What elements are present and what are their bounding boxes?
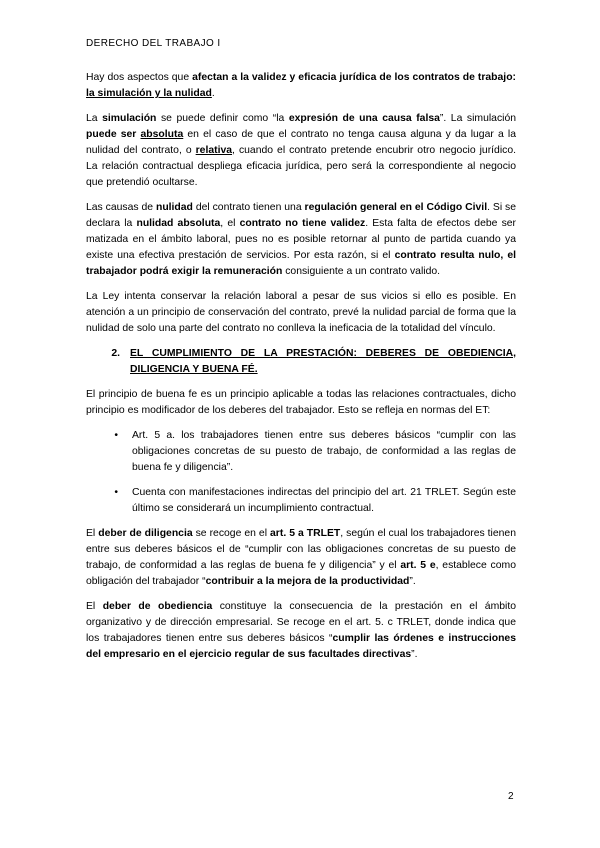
text-span: El (86, 528, 99, 539)
bullet-list (86, 428, 516, 517)
page-header: DERECHO DEL TRABAJO I (86, 38, 221, 49)
underlined-bold-span: la simulación y la nulidad (86, 88, 212, 99)
list-item (86, 485, 516, 517)
bold-span: cumplir las órdenes e instrucciones del empresario en el ejercicio regular de sus facultades directivas (86, 633, 516, 660)
bold-span: contribuir a la mejora de la productividad (205, 576, 410, 587)
paragraph-intro (86, 70, 516, 102)
text-span: , establece como obligación del trabajador “ (86, 560, 516, 587)
text-span: consiguiente a un contrato valido. (282, 266, 441, 277)
bold-span: regulación general en el Código Civil (304, 202, 488, 213)
section-number: 2. (111, 348, 120, 359)
text-span: ”. La simulación (439, 113, 517, 124)
text-span: Las causas de (86, 202, 156, 213)
section-title: EL CUMPLIMIENTO DE LA PRESTACIÓN: DEBERES DE OBEDIENCIA, DILIGENCIA Y BUENA FÉ. (130, 348, 516, 375)
bold-span: contrato no tiene validez (239, 218, 366, 229)
underlined-bold-span: relativa (195, 145, 233, 156)
text-span: constituye la consecuencia de la prestación en el ámbito organizativo y de dirección empresarial. Se recoge en el art. 5. c TRLET, donde indica que los trabajadores tienen entre sus deberes básicos “ (86, 601, 516, 644)
bold-span: deber de diligencia (98, 528, 193, 539)
bold-span: art. 5 a TRLET (270, 528, 341, 539)
text-span: . Esta falta de efectos debe ser matizada en el ámbito laboral, pues no es posible retornar al punto de partida cuando ya existe una efectiva prestación de servicios. Por esta razón, si el (86, 218, 517, 261)
underlined-bold-span: absoluta (140, 129, 184, 140)
bold-span: simulación (102, 113, 157, 124)
text-span: Hay dos aspectos que (86, 72, 193, 83)
paragraph-conservacion: La Ley intenta conservar la relación laboral a pesar de sus vicios si ello es posible. En atención a un principio de conservación del contrato, prevé la nulidad parcial de forma que la nulidad de solo una parte del contrato no conlleva la ineficacia de la totalidad del vínculo. (86, 291, 516, 334)
bold-span: nulidad absoluta (136, 218, 221, 229)
paragraph-diligencia (86, 526, 516, 590)
paragraph-buena-fe: El principio de buena fe es un principio aplicable a todas las relaciones contractuales, dicho principio es modificador de los deberes del trabajador. Esto se refleja en normas del ET: (86, 389, 516, 416)
list-item (86, 428, 516, 476)
bold-span: contrato resulta nulo, el trabajador podrá exigir la remuneración (86, 250, 517, 277)
bullet-icon: • (114, 487, 118, 498)
bold-span: deber de obediencia (102, 601, 213, 612)
page-number: 2 (508, 791, 514, 802)
bold-span: afectan a la validez y eficacia jurídica de los contratos de trabajo: (192, 72, 517, 83)
section-heading (86, 346, 516, 378)
text-span: ”. (409, 576, 416, 587)
list-item-text: Art. 5 a. los trabajadores tienen entre sus deberes básicos “cumplir con las obligaciones concretas de su puesto de trabajo, de conformidad a las reglas de buena fe y diligencia”. (132, 430, 516, 473)
bold-span: expresión de una causa falsa (288, 113, 440, 124)
text-span: del contrato tienen una (192, 202, 305, 213)
text-span: . Si se declara la (86, 202, 517, 229)
paragraph-simulacion (86, 111, 516, 191)
bold-span: puede ser (86, 129, 137, 140)
text-span: en el caso de que el contrato no tenga causa alguna y da lugar a la nulidad del contrato, o (86, 129, 516, 156)
text-span: La (86, 113, 103, 124)
text-span: , el (220, 218, 240, 229)
bold-span: nulidad (155, 202, 193, 213)
text-span: . (211, 88, 215, 99)
bold-span: art. 5 e (400, 560, 436, 571)
text-span: , según el cual los trabajadores tienen entre sus deberes básicos el de “cumplir con las obligaciones concretas de su puesto de trabajo, de conformidad a las reglas de buena fe y diligencia” y el (86, 528, 516, 571)
page-content (86, 70, 516, 672)
text-span: se puede definir como “la (156, 113, 289, 124)
text-span: El (86, 601, 103, 612)
text-span: se recoge en el (192, 528, 271, 539)
list-item-text: Cuenta con manifestaciones indirectas del principio del art. 21 TRLET. Según este último se considerará un incumplimiento contractual. (132, 487, 516, 514)
bullet-icon: • (114, 430, 118, 441)
text-span: , cuando el contrato pretende encubrir otro negocio jurídico. La relación contractual despliega eficacia jurídica, pero será la correspondiente al negocio que pretendió ocultarse. (86, 145, 516, 188)
paragraph-nulidad (86, 200, 516, 280)
text-span: ”. (411, 649, 418, 660)
paragraph-obediencia (86, 599, 516, 663)
